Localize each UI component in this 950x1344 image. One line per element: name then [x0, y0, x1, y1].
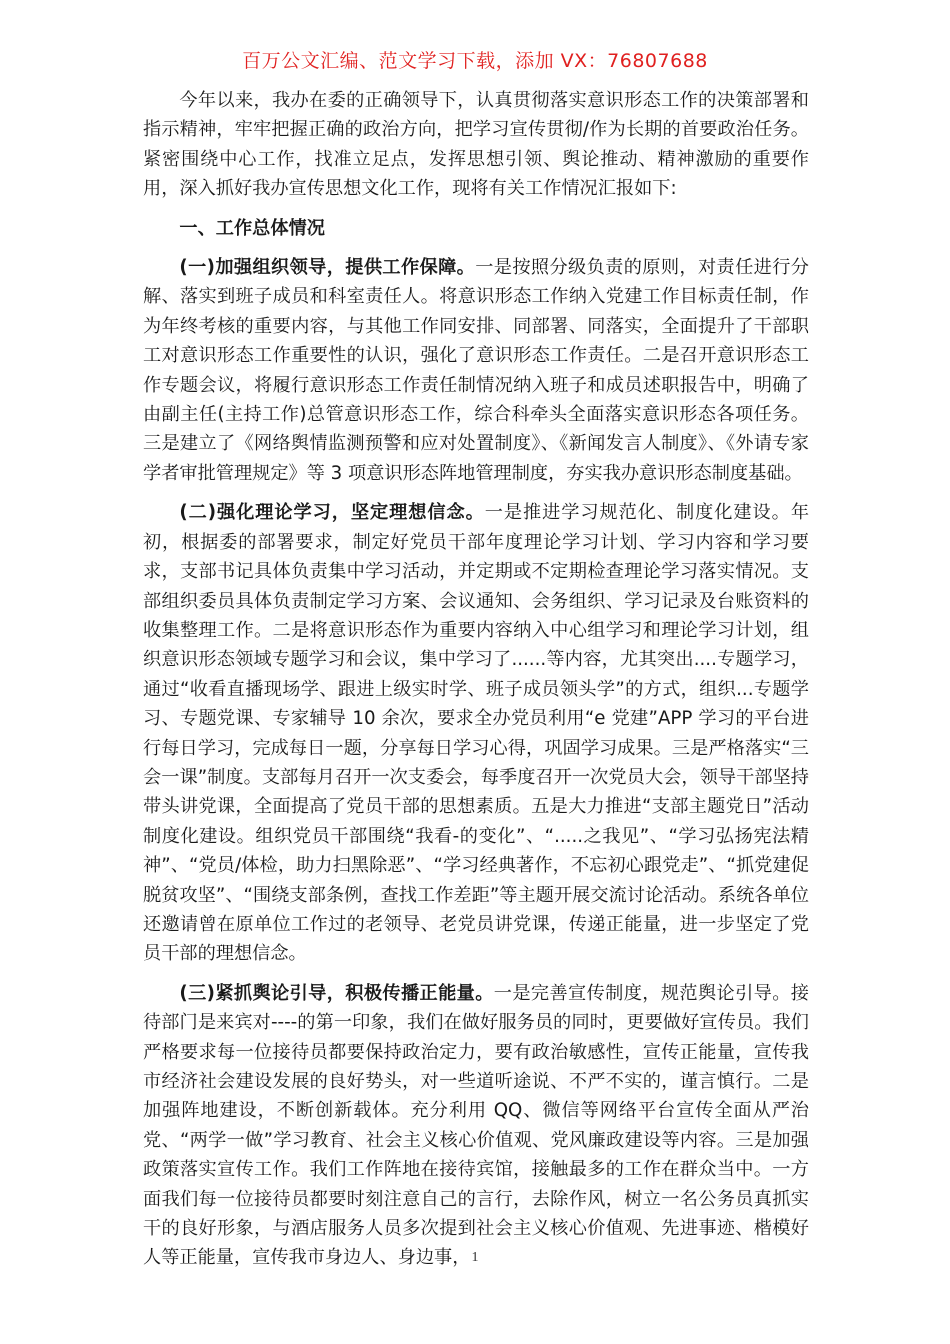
subsection-1-body: 一是按照分级负责的原则，对责任进行分解、落实到班子成员和科室责任人。将意识形态工作纳入党建工作目标责任制，作为年终考核的重要内容，与其他工作同安排、同部署、同落实，全面提升了干部职工对意识形态工作重要性的认识，强化了意识形态工作责任。二是召开意识形态工作专题会议，将履行意识形态工作责任制情况纳入班子和成员述职报告中，明确了由副主任(主持工作)总管意识形态工作，综合科牵头全面落实意识形态各项任务。三是建立了《网络舆情监测预警和应对处置制度》、《新闻发言人制度》、《外请专家学者审批管理规定》等 3 项意识形态阵地管理制度，夯实我办意识形态制度基础。 [143, 257, 809, 484]
subsection-2-lead: (二)强化理论学习，坚定理想信念。 [179, 502, 485, 524]
subsection-3-body: 一是完善宣传制度，规范舆论引导。接待部门是来宾对----的第一印象，我们在做好服务员的同时，更要做好宣传员。我们严格要求每一位接待员都要保持政治定力，要有政治敏感性，宣传正能量，宣传我市经济社会建设发展的良好势头，对一些道听途说、不严不实的，谨言慎行。二是加强阵地建设，不断创新载体。充分利用 QQ、微信等网络平台宣传全面从严治党、“两学一做”学习教育、社会主义核心价值观、党风廉政建设等内容。三是加强政策落实宣传工作。我们工作阵地在接待宾馆，接触最多的工作在群众当中。一方面我们每一位接待员都要时刻注意自己的言行，去除作风，树立一名公务员真抓实干的良好形象，与酒店服务人员多次提到社会主义核心价值观、先进事迹、楷模好人等正能量，宣传我市身边人、身边事， [143, 982, 809, 1269]
subsection-1-paragraph [143, 253, 809, 488]
document-body [143, 86, 809, 1273]
section-heading: 一、工作总体情况 [179, 217, 325, 239]
intro-paragraph: 今年以来，我办在委的正确领导下，认真贯彻落实意识形态工作的决策部署和指示精神，牢牢把握正确的政治方向，把学习宣传贯彻/作为长期的首要政治任务。紧密围绕中心工作，找准立足点，发挥思想引领、舆论推动、精神激励的重要作用，深入抓好我办宣传思想文化工作，现将有关工作情况汇报如下: [143, 90, 809, 200]
subsection-2-body: 一是推进学习规范化、制度化建设。年初，根据委的部署要求，制定好党员干部年度理论学习计划、学习内容和学习要求，支部书记具体负责集中学习活动，并定期或不定期检查理论学习落实情况。支部组织委员具体负责制定学习方案、会议通知、会务组织、学习记录及台账资料的收集整理工作。二是将意识形态作为重要内容纳入中心组学习和理论学习计划，组织意识形态领域专题学习和会议，集中学习了......等内容，尤其突出....专题学习，通过“收看直播现场学、跟进上级实时学、班子成员领头学”的方式，组织...专题学习、专题党课、专家辅导 10 余次，要求全办党员利用“e 党建”APP 学习的平台进行每日学习，完成每日一题，分享每日学习心得，巩固学习成果。三是严格落实“三会一课”制度。支部每月召开一次支委会，每季度召开一次党员大会，领导干部坚持带头讲党课，全面提高了党员干部的思想素质。五是大力推进“支部主题党日”活动制度化建设。组织党员干部围绕“我看-的变化”、“.....之我见”、“学习弘扬宪法精神”、“党员/体检，助力扫黑除恶”、“学习经典著作，不忘初心跟党走”、“抓党建促脱贫攻坚”、“围绕支部条例，查找工作差距”等主题开展交流讨论活动。系统各单位还邀请曾在原单位工作过的老领导、老党员讲党课，传递正能量，进一步坚定了党员干部的理想信念。 [143, 502, 810, 965]
subsection-1-lead: (一)加强组织领导，提供工作保障。 [179, 257, 476, 279]
subsection-3-paragraph [143, 979, 809, 1273]
page-number: 1 [471, 1250, 479, 1265]
header-watermark: 百万公文汇编、范文学习下载，添加 VX：76807688 [242, 50, 708, 72]
subsection-2-paragraph [143, 498, 809, 969]
subsection-3-lead: (三)紧抓舆论引导，积极传播正能量。 [179, 982, 494, 1004]
